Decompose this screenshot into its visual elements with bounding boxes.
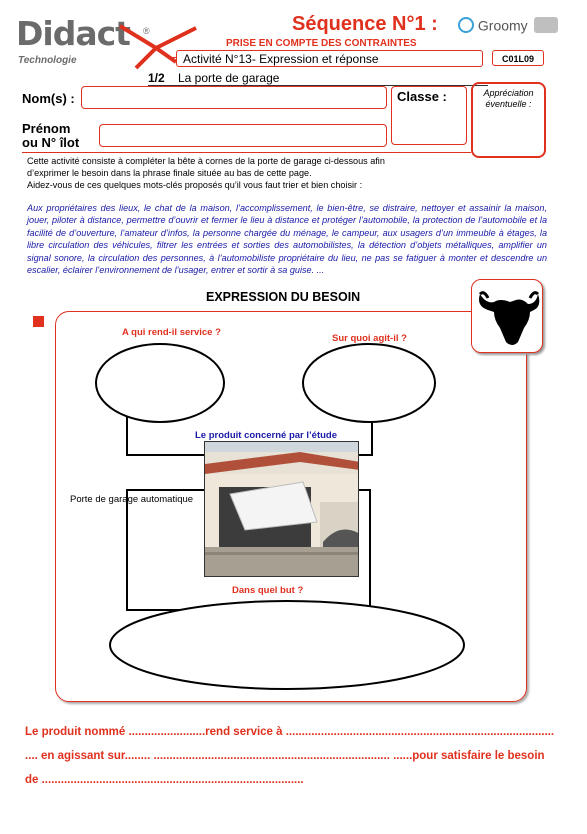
sentence-line-3: de ..................................................................................	[25, 774, 304, 786]
document-code: C01L09	[492, 50, 544, 66]
question-who: A qui rend-il service ?	[122, 327, 221, 338]
appreciation-label-2: éventuelle :	[485, 99, 532, 109]
keywords-paragraph: Aux propriétaires des lieux, le chat de la maison, l’accomplissement, le bien-être, se distraire, nettoyer et assainir la maison, jouer, piloter à distance, permettre d’ouvrir et fermer le lieu à distance et protéger l’automobile, la protection de l’automobile et la facilité de d’ouverture, l’amateur d’infos, la personne chargée du ménage, le campeur, aux usagers d’un immeuble à étages, la libre circulation des véhicules, filtrer les entrées et sorties des automobilistes, la détection d’objets métalliques, amplifier un signal sonore, la circulation des personnes, à l’automobiliste propriétaire du lieu, ne pas se fatiguer à monter et descendre un escalier, éclairer l’environnement de l’usager, entrer et sortir à sa guise. ...	[27, 203, 547, 276]
product-caption: Le produit concerné par l’étude	[195, 430, 337, 441]
page-fraction: 1/2	[148, 71, 165, 85]
prenom-label-1: Prénom	[22, 121, 71, 136]
sequence-title: Séquence N°1 :	[292, 13, 438, 35]
what-ellipse	[303, 344, 435, 422]
instructions-line-3: Aidez-vous de ces quelques mots-clés proposés qu’il vous faut trier et bien choisir :	[27, 180, 363, 190]
goal-ellipse	[110, 601, 464, 689]
question-what: Sur quoi agit-il ?	[332, 333, 407, 344]
product-label: Porte de garage automatique	[70, 494, 194, 505]
sentence-line-1: Le produit nommé ........................rend service à ....................................................................................	[25, 726, 555, 738]
logo-subtitle: Technologie	[18, 55, 77, 66]
garage-door-icon	[205, 442, 359, 577]
bull-emblem	[471, 279, 543, 353]
appreciation-label-1: Appréciation	[483, 88, 534, 98]
activity-title: Activité N°13- Expression et réponse	[176, 50, 483, 67]
question-why: Dans quel but ?	[232, 585, 304, 596]
who-ellipse	[96, 344, 224, 422]
instructions-line-2: d’exprimer le besoin dans la phrase finale située au bas de cette page.	[27, 168, 312, 178]
logo-name: Didact	[16, 14, 130, 53]
diagram-title: EXPRESSION DU BESOIN	[206, 290, 361, 304]
logo-registered: ®	[143, 26, 150, 36]
sentence-line-2: .... en agissant sur........ .......................................................................... ......pour satisfaire le besoin	[25, 750, 545, 762]
subject-title: La porte de garage	[178, 71, 280, 85]
groomy-logo-text: Groomy	[477, 17, 528, 34]
sequence-subtitle: PRISE EN COMPTE DES CONTRAINTES	[226, 38, 417, 49]
name-label: Nom(s) :	[22, 91, 75, 106]
prenom-label-2: ou N° îlot	[22, 135, 80, 150]
instructions-line-1: Cette activité consiste à compléter la bête à cornes de la porte de garage ci-dessous afin	[27, 156, 385, 166]
bull-head-icon	[472, 280, 542, 352]
garage-door-photo	[204, 441, 359, 577]
classe-label: Classe :	[397, 89, 447, 104]
